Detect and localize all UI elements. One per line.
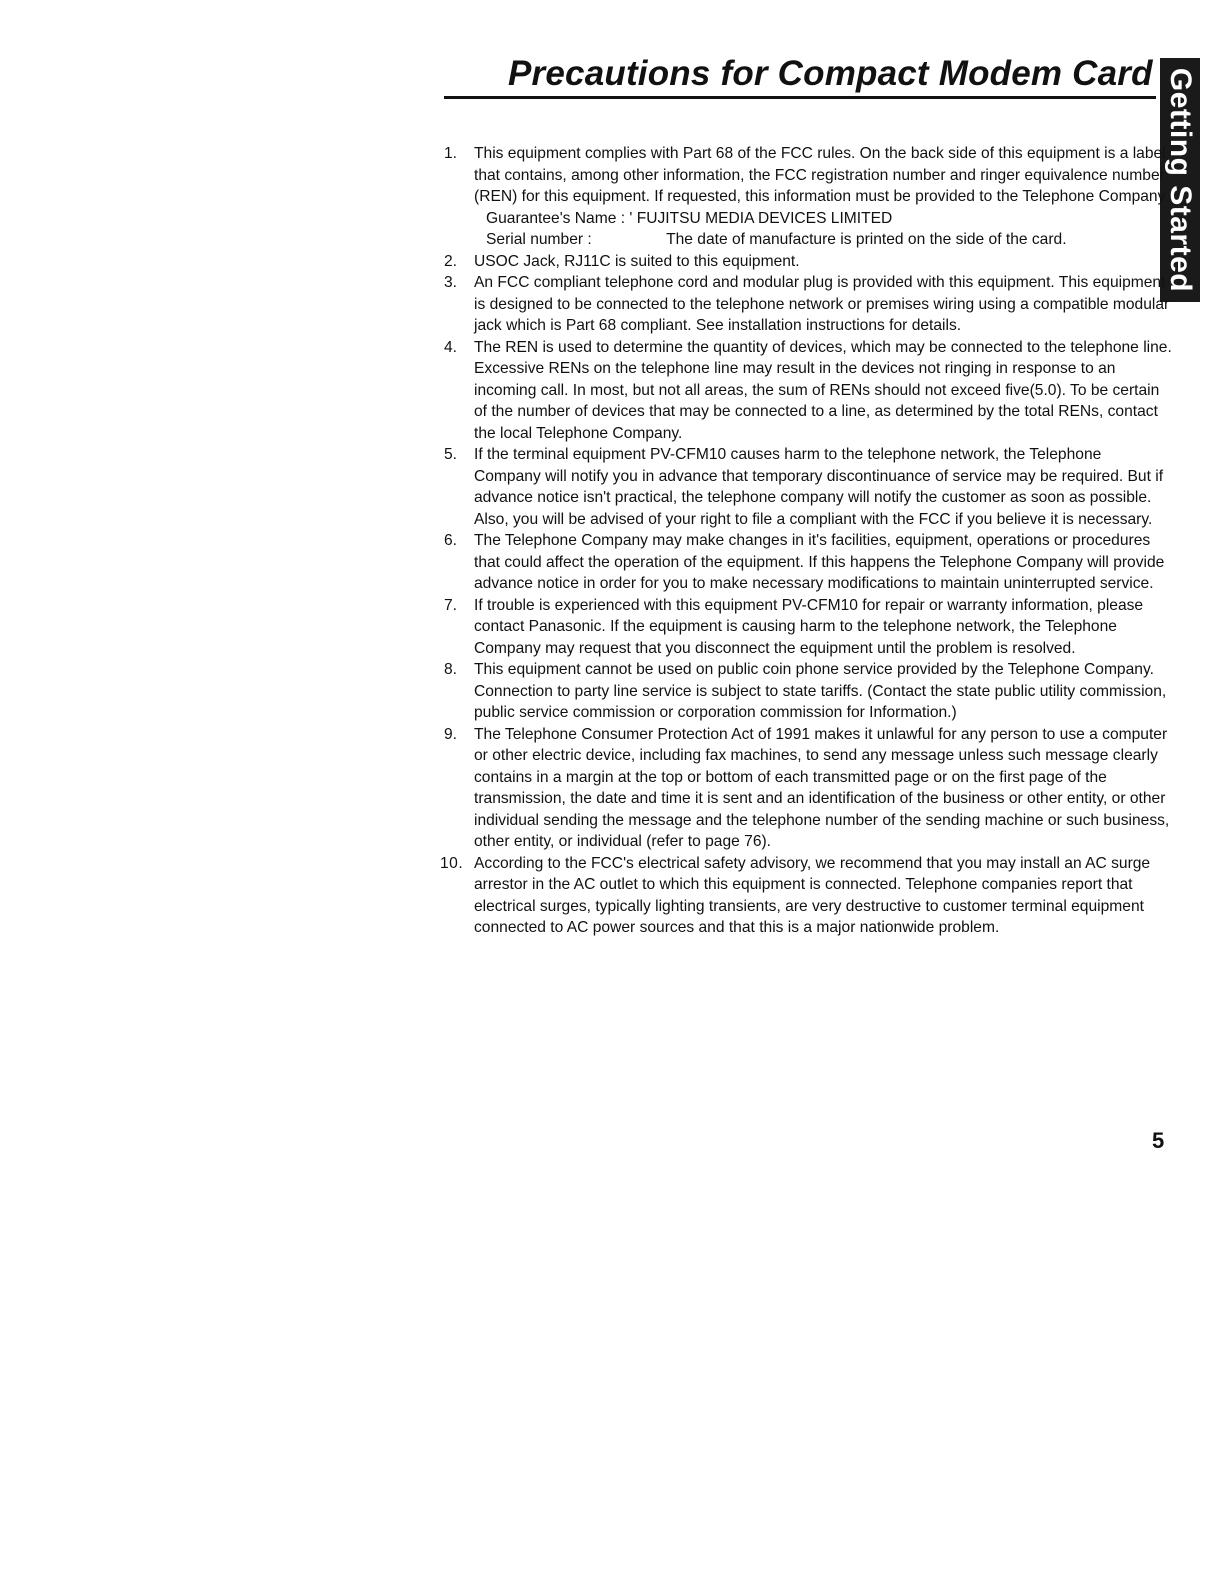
list-item bbox=[444, 659, 1172, 724]
item-number: 8. bbox=[444, 661, 458, 678]
serial-line bbox=[474, 229, 1172, 251]
list-item bbox=[444, 530, 1172, 595]
item-text: USOC Jack, RJ11C is suited to this equipment. bbox=[474, 252, 800, 270]
precautions-list bbox=[440, 143, 1172, 939]
list-item bbox=[444, 444, 1172, 530]
item-text: If trouble is experienced with this equipment PV-CFM10 for repair or warranty information, please contact Panasonic. If the equipment is causing harm to the telephone network, the Telephone Company may request that you disconnect the equipment until the problem is resolved. bbox=[474, 596, 1144, 657]
item-number: 1. bbox=[444, 145, 458, 162]
list-item bbox=[440, 853, 1172, 939]
item-text: The Telephone Company may make changes in it's facilities, equipment, operations or procedures that could affect the operation of the equipment. If this happens the Telephone Company will provide advance notice in order for you to make necessary modifications to maintain uninterrupted service. bbox=[474, 532, 1165, 592]
page-title: Precautions for Compact Modem Card bbox=[508, 54, 1153, 93]
guarantee-line bbox=[474, 208, 1172, 230]
page-number: 5 bbox=[1152, 1128, 1165, 1153]
item-number: 6. bbox=[444, 532, 458, 549]
list-item bbox=[444, 724, 1172, 853]
list-item bbox=[444, 272, 1172, 337]
item-text: According to the FCC's electrical safety advisory, we recommend that you may install an AC surge arrestor in the AC outlet to which this equipment is connected. Telephone companies report that electrical surges, typically lighting transients, are very destructive to customer terminal equipment connected to AC power sources and that this is a major nationwide problem. bbox=[474, 854, 1151, 936]
guarantee-value: ' FUJITSU MEDIA DEVICES LIMITED bbox=[629, 209, 893, 227]
serial-value: The date of manufacture is printed on the side of the card. bbox=[666, 231, 1067, 248]
section-tab-label: Getting Started bbox=[1164, 67, 1197, 293]
title-rule bbox=[444, 96, 1156, 99]
item-number: 5. bbox=[444, 446, 458, 463]
guarantee-label: Guarantee's Name : bbox=[486, 209, 626, 227]
item-number: 2. bbox=[444, 252, 458, 270]
item-text: This equipment cannot be used on public coin phone service provided by the Telephone Company. Connection to party line service is subject to state tariffs. (Contact the state public utility commission, public service commission or corporation commission for Information.) bbox=[474, 661, 1167, 721]
item-text: If the terminal equipment PV-CFM10 causes harm to the telephone network, the Telephone Company will notify you in advance that temporary discontinuance of service may be required. But if advance notice isn't practical, the telephone company will notify the customer as soon as possible. Also, you will be advised of your right to file a compliant with the FCC if you believe it is necessary. bbox=[474, 446, 1164, 528]
item-text: The REN is used to determine the quantity of devices, which may be connected to the telephone line. Excessive RENs on the telephone line may result in the devices not ringing in response to an incoming call. In most, but not all areas, the sum of RENs should not exceed five(5.0). To be certain of the number of devices that may be connected to a line, as determined by the total RENs, contact the local Telephone Company. bbox=[474, 338, 1172, 442]
item-text: An FCC compliant telephone cord and modular plug is provided with this equipment. This equipment is designed to be connected to the telephone network or premises wiring using a compatible modular jack which is Part 68 compliant. See installation instructions for details. bbox=[474, 274, 1170, 334]
item-number: 9. bbox=[444, 725, 458, 743]
item-number: 4. bbox=[444, 338, 458, 356]
item-number: 10. bbox=[440, 854, 464, 872]
serial-label: Serial number : bbox=[486, 231, 592, 248]
list-item bbox=[444, 595, 1172, 660]
list-item bbox=[444, 143, 1172, 251]
list-item bbox=[444, 337, 1172, 445]
item-number: 3. bbox=[444, 274, 458, 291]
list-item bbox=[444, 251, 1172, 273]
item-text: The Telephone Consumer Protection Act of 1991 makes it unlawful for any person to use a computer or other electric device, including fax machines, to send any message unless such message clearly contains in a margin at the top or bottom of each transmitted page or on the first page of the transmission, the date and time it is sent and an identification of the business or other entity, or other individual sending the message and the telephone number of the sending machine or such business, other entity, or individual (refer to page 76). bbox=[474, 725, 1170, 850]
item-text: This equipment complies with Part 68 of the FCC rules. On the back side of this equipment is a label that contains, among other information, the FCC registration number and ringer equivalence number (REN) for this equipment. If requested, this information must be provided to the Telephone Company. bbox=[474, 145, 1169, 205]
item-number: 7. bbox=[444, 596, 458, 614]
